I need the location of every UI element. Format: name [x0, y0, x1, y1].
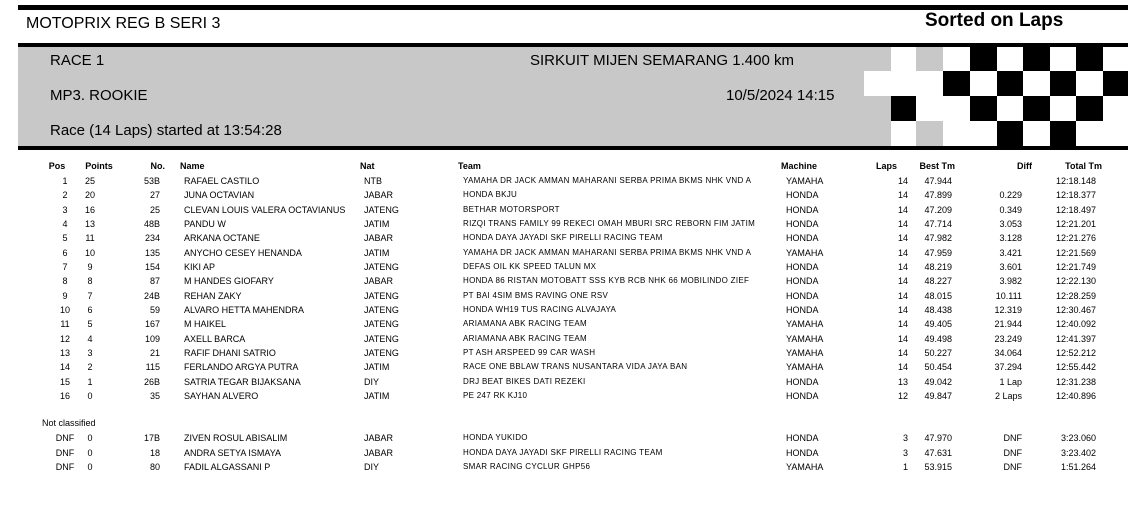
table-row — [0, 231, 1128, 245]
cell-total: 12:52.212 — [1055, 347, 1096, 358]
cell-best: 49.405 — [924, 319, 952, 330]
cell-no: 154 — [144, 261, 160, 272]
cell-nat: JABAR — [364, 447, 394, 458]
cell-laps: 14 — [897, 290, 908, 301]
cell-points: 11 — [85, 233, 95, 244]
cell-diff: 1 Lap — [999, 376, 1022, 387]
cell-points: 7 — [87, 290, 93, 301]
cell-no: 21 — [149, 347, 160, 358]
checkered-flag — [864, 47, 1128, 146]
cell-points: 16 — [84, 204, 95, 215]
cell-best: 49.042 — [924, 376, 952, 387]
cell-diff: 21.944 — [994, 319, 1022, 330]
cell-points: 5 — [87, 319, 93, 330]
cell-total: 12:40.092 — [1055, 319, 1096, 330]
cell-laps: 12 — [897, 390, 908, 401]
cell-pos: DNF — [55, 461, 75, 472]
cell-name: ZIVEN ROSUL ABISALIM — [184, 433, 288, 444]
cell-best: 47.899 — [924, 190, 952, 201]
cell-diff: DNF — [1003, 461, 1022, 472]
cell-no: 109 — [144, 333, 160, 344]
cell-laps: 3 — [902, 433, 908, 444]
cell-laps: 14 — [897, 347, 908, 358]
cell-laps: 1 — [902, 461, 908, 472]
cell-total: 12:28.259 — [1055, 290, 1096, 301]
cell-name: REHAN ZAKY — [184, 290, 242, 301]
cell-total: 12:18.497 — [1055, 204, 1096, 215]
not-classified-label: Not classified — [42, 418, 96, 429]
cell-name: SAYHAN ALVERO — [184, 390, 259, 401]
cell-total: 12:21.749 — [1055, 261, 1096, 272]
col-nat: Nat — [360, 161, 375, 171]
cell-nat: JATENG — [364, 290, 399, 301]
cell-name: RAFIF DHANI SATRIO — [184, 347, 276, 358]
cell-pos: 4 — [62, 218, 68, 229]
table-row — [0, 317, 1128, 331]
cell-laps: 3 — [902, 447, 908, 458]
cell-pos: 3 — [62, 204, 68, 215]
cell-best: 47.209 — [924, 204, 952, 215]
cell-laps: 14 — [897, 218, 908, 229]
cell-nat: NTB — [364, 176, 382, 186]
cell-team: RACE ONE BBLAW TRANS NUSANTARA VIDA JAYA BAN — [463, 362, 688, 372]
cell-pos: 1 — [62, 176, 68, 186]
cell-diff: 10.111 — [995, 290, 1022, 301]
cell-name: KIKI AP — [184, 261, 216, 272]
cell-points: 0 — [87, 447, 93, 458]
cell-machine: HONDA — [786, 447, 819, 458]
cell-best: 49.498 — [924, 333, 952, 344]
cell-machine: YAMAHA — [786, 176, 824, 186]
cell-no: 87 — [149, 276, 160, 287]
cell-laps: 14 — [897, 304, 908, 315]
cell-pos: 9 — [62, 290, 68, 301]
cell-nat: JATENG — [364, 319, 399, 330]
cell-total: 12:21.276 — [1055, 233, 1096, 244]
cell-points: 8 — [87, 276, 93, 287]
cell-name: FADIL ALGASSANI P — [184, 461, 271, 472]
cell-best: 47.944 — [924, 176, 952, 186]
cell-points: 0 — [87, 390, 93, 401]
cell-nat: JABAR — [364, 190, 394, 201]
cell-team: HONDA DAYA JAYADI SKF PIRELLI RACING TEAM — [463, 447, 663, 457]
cell-points: 1 — [87, 376, 93, 387]
cell-team: HONDA 86 RISTAN MOTOBATT SSS KYB RCB NHK 66 MOBILINDO ZIEF — [463, 276, 750, 286]
table-row — [0, 246, 1128, 260]
table-row — [0, 260, 1128, 274]
cell-no: 135 — [144, 247, 160, 258]
cell-nat: DIY — [364, 461, 380, 472]
cell-total: 12:41.397 — [1055, 333, 1096, 344]
cell-pos: 16 — [59, 390, 70, 401]
cell-laps: 14 — [897, 247, 908, 258]
cell-no: 17B — [143, 433, 160, 444]
cell-pos: DNF — [55, 433, 75, 444]
cell-total: 1:51.264 — [1060, 461, 1096, 472]
cell-name: M HANDES GIOFARY — [184, 276, 274, 287]
cell-best: 48.438 — [924, 304, 952, 315]
cell-nat: JATIM — [364, 390, 390, 401]
cell-no: 27 — [149, 190, 160, 201]
cell-machine: HONDA — [786, 376, 819, 387]
table-row — [0, 332, 1128, 346]
cell-team: PT BAI 4SIM BMS RAVING ONE RSV — [463, 290, 609, 300]
cell-laps: 14 — [897, 276, 908, 287]
table-row — [0, 460, 1128, 474]
cell-best: 47.970 — [924, 433, 952, 444]
cell-diff: 23.249 — [994, 333, 1022, 344]
cell-no: 48B — [143, 218, 160, 229]
cell-diff: 3.128 — [999, 233, 1022, 244]
cell-machine: YAMAHA — [786, 247, 824, 258]
cell-name: M HAIKEL — [184, 319, 227, 330]
cell-team: YAMAHA DR JACK AMMAN MAHARANI SERBA PRIMA BKMS NHK VND A — [463, 247, 752, 257]
cell-pos: 11 — [60, 319, 70, 330]
cell-no: 35 — [149, 390, 160, 401]
cell-nat: JABAR — [364, 276, 394, 287]
cell-name: JUNA OCTAVIAN — [184, 190, 255, 201]
cell-best: 50.227 — [924, 347, 952, 358]
cell-best: 47.982 — [924, 233, 952, 244]
cell-diff: 3.982 — [999, 276, 1022, 287]
cell-machine: HONDA — [786, 433, 819, 444]
col-diff: Diff — [1017, 161, 1032, 171]
cell-nat: JABAR — [364, 233, 394, 244]
cell-team: ARIAMANA ABK RACING TEAM — [463, 333, 587, 343]
cell-no: 53B — [143, 176, 160, 186]
cell-no: 26B — [143, 376, 160, 387]
cell-points: 9 — [87, 261, 93, 272]
table-row — [0, 203, 1128, 217]
cell-points: 25 — [84, 176, 95, 186]
cell-machine: HONDA — [786, 390, 819, 401]
cell-machine: HONDA — [786, 218, 819, 229]
col-pos: Pos — [48, 161, 66, 171]
cell-no: 24B — [143, 290, 160, 301]
table-row — [0, 375, 1128, 389]
cell-nat: JATENG — [364, 204, 399, 215]
table-row — [0, 431, 1128, 445]
cell-no: 167 — [144, 319, 160, 330]
table-row — [0, 217, 1128, 231]
col-name: Name — [180, 161, 205, 171]
cell-best: 47.959 — [924, 247, 952, 258]
cell-diff: 3.421 — [999, 247, 1022, 258]
table-row — [0, 446, 1128, 460]
cell-points: 13 — [84, 218, 95, 229]
cell-name: FERLANDO ARGYA PUTRA — [184, 362, 299, 373]
cell-pos: 7 — [62, 261, 68, 272]
col-points: Points — [85, 161, 113, 171]
col-laps: Laps — [875, 161, 897, 171]
cell-best: 50.454 — [924, 362, 952, 373]
cell-team: YAMAHA DR JACK AMMAN MAHARANI SERBA PRIMA BKMS NHK VND A — [463, 176, 752, 185]
cell-total: 12:18.148 — [1055, 176, 1096, 186]
cell-name: ANDRA SETYA ISMAYA — [184, 447, 282, 458]
cell-machine: YAMAHA — [786, 333, 824, 344]
cell-laps: 14 — [897, 261, 908, 272]
cell-name: PANDU W — [184, 218, 226, 229]
cell-diff: 12.319 — [994, 304, 1022, 315]
cell-total: 12:40.896 — [1055, 390, 1096, 401]
cell-name: ARKANA OCTANE — [184, 233, 260, 244]
cell-name: SATRIA TEGAR BIJAKSANA — [184, 376, 301, 387]
cell-team: HONDA YUKIDO — [463, 433, 528, 443]
cell-total: 12:55.442 — [1055, 362, 1096, 373]
cell-laps: 14 — [897, 204, 908, 215]
cell-total: 12:21.201 — [1055, 218, 1096, 229]
race-number: RACE 1 — [50, 52, 105, 69]
cell-team: HONDA WH19 TUS RACING ALVAJAYA — [463, 304, 617, 314]
cell-name: ANYCHO CESEY HENANDA — [184, 247, 302, 258]
table-row — [0, 389, 1128, 403]
cell-diff: 2 Laps — [994, 390, 1022, 401]
cell-diff: DNF — [1003, 447, 1022, 458]
cell-pos: DNF — [55, 447, 75, 458]
cell-no: 234 — [144, 233, 160, 244]
cell-name: CLEVAN LOUIS VALERA OCTAVIANUS — [184, 204, 346, 215]
cell-machine: HONDA — [786, 276, 819, 287]
cell-nat: JATIM — [364, 247, 390, 258]
cell-machine: YAMAHA — [786, 362, 824, 373]
cell-diff: 0.229 — [999, 190, 1022, 201]
cell-name: RAFAEL CASTILO — [184, 176, 260, 186]
cell-nat: JATIM — [364, 218, 390, 229]
cell-best: 47.631 — [924, 447, 952, 458]
cell-machine: HONDA — [786, 233, 819, 244]
cell-machine: YAMAHA — [786, 347, 824, 358]
cell-no: 18 — [149, 447, 160, 458]
cell-machine: YAMAHA — [786, 319, 824, 330]
cell-nat: JABAR — [364, 433, 394, 444]
col-total: Total Tm — [1065, 161, 1102, 171]
cell-name: ALVARO HETTA MAHENDRA — [184, 304, 305, 315]
race-class: MP3. ROOKIE — [50, 87, 148, 104]
cell-nat: JATENG — [364, 261, 399, 272]
table-row — [0, 188, 1128, 202]
cell-nat: JATENG — [364, 304, 399, 315]
cell-best: 48.219 — [924, 261, 952, 272]
cell-laps: 14 — [897, 362, 908, 373]
cell-team: PT ASH ARSPEED 99 CAR WASH — [463, 347, 596, 357]
cell-name: AXELL BARCA — [184, 333, 246, 344]
cell-nat: JATENG — [364, 347, 399, 358]
cell-points: 20 — [84, 190, 95, 201]
cell-machine: HONDA — [786, 304, 819, 315]
circuit-name: SIRKUIT MIJEN SEMARANG 1.400 km — [530, 52, 794, 69]
cell-nat: DIY — [364, 376, 380, 387]
cell-no: 25 — [149, 204, 160, 215]
cell-points: 6 — [87, 304, 93, 315]
sort-label: Sorted on Laps — [925, 10, 1064, 31]
panel-bottom-rule — [18, 146, 1128, 150]
col-no: No. — [150, 161, 165, 171]
cell-machine: HONDA — [786, 261, 819, 272]
cell-points: 2 — [87, 362, 93, 373]
cell-team: PE 247 RK KJ10 — [463, 390, 528, 400]
cell-pos: 6 — [62, 247, 68, 258]
cell-pos: 14 — [59, 362, 70, 373]
cell-nat: JATENG — [364, 333, 399, 344]
cell-machine: YAMAHA — [786, 461, 824, 472]
table-row — [0, 360, 1128, 374]
cell-laps: 14 — [897, 233, 908, 244]
cell-total: 3:23.060 — [1060, 433, 1096, 444]
cell-best: 47.714 — [924, 218, 952, 229]
race-start-info: Race (14 Laps) started at 13:54:28 — [50, 122, 282, 139]
cell-diff: DNF — [1003, 433, 1022, 444]
table-row — [0, 274, 1128, 288]
cell-laps: 14 — [897, 333, 908, 344]
cell-points: 0 — [87, 461, 93, 472]
cell-diff: 0.349 — [999, 204, 1022, 215]
cell-team: BETHAR MOTORSPORT — [463, 204, 560, 214]
cell-team: SMAR RACING CYCLUR GHP56 — [463, 461, 591, 471]
cell-team: ARIAMANA ABK RACING TEAM — [463, 319, 587, 329]
cell-machine: HONDA — [786, 204, 819, 215]
cell-points: 4 — [87, 333, 93, 344]
cell-team: HONDA BKJU — [463, 190, 518, 200]
cell-pos: 8 — [62, 276, 68, 287]
cell-best: 49.847 — [924, 390, 952, 401]
cell-machine: HONDA — [786, 290, 819, 301]
cell-diff: 37.294 — [994, 362, 1022, 373]
cell-nat: JATIM — [364, 362, 390, 373]
cell-laps: 14 — [897, 319, 908, 330]
cell-team: DEFAS OIL KK SPEED TALUN MX — [463, 261, 597, 271]
cell-machine: HONDA — [786, 190, 819, 201]
table-row — [0, 289, 1128, 303]
col-best: Best Tm — [919, 161, 955, 171]
cell-points: 0 — [87, 433, 93, 444]
cell-best: 48.227 — [924, 276, 952, 287]
cell-total: 12:30.467 — [1055, 304, 1096, 315]
table-header — [0, 160, 1128, 172]
cell-total: 3:23.402 — [1060, 447, 1096, 458]
table-row — [0, 303, 1128, 317]
not-classified-rows — [0, 431, 1128, 474]
cell-pos: 13 — [59, 347, 70, 358]
cell-team: RIZQI TRANS FAMILY 99 REKECI OMAH MBURI SRC REBORN FIM JATIM — [463, 218, 756, 228]
cell-diff: 34.064 — [994, 347, 1022, 358]
cell-pos: 2 — [62, 190, 68, 201]
cell-pos: 5 — [62, 233, 68, 244]
cell-total: 12:21.569 — [1055, 247, 1096, 258]
cell-pos: 15 — [59, 376, 70, 387]
cell-total: 12:31.238 — [1055, 376, 1096, 387]
cell-laps: 14 — [897, 176, 908, 186]
race-info-panel — [18, 47, 864, 146]
cell-total: 12:22.130 — [1055, 276, 1096, 287]
table-row — [0, 346, 1128, 360]
cell-points: 3 — [87, 347, 93, 358]
cell-team: DRJ BEAT BIKES DATI REZEKI — [463, 376, 586, 386]
cell-pos: 12 — [59, 333, 70, 344]
cell-diff: 3.053 — [999, 218, 1022, 229]
cell-no: 115 — [145, 362, 160, 373]
col-team: Team — [458, 161, 481, 171]
event-title: MOTOPRIX REG B SERI 3 — [26, 15, 221, 32]
classified-rows — [0, 174, 1128, 403]
results-table — [0, 160, 1128, 474]
col-machine: Machine — [781, 161, 818, 171]
cell-laps: 14 — [897, 190, 908, 201]
cell-best: 48.015 — [924, 290, 952, 301]
cell-diff: 3.601 — [999, 261, 1022, 272]
cell-pos: 10 — [59, 304, 70, 315]
cell-best: 53.915 — [924, 461, 952, 472]
cell-laps: 13 — [897, 376, 908, 387]
cell-no: 59 — [149, 304, 160, 315]
cell-points: 10 — [84, 247, 95, 258]
cell-no: 80 — [149, 461, 160, 472]
race-datetime: 10/5/2024 14:15 — [726, 87, 835, 104]
cell-team: HONDA DAYA JAYADI SKF PIRELLI RACING TEAM — [463, 233, 663, 243]
cell-total: 12:18.377 — [1055, 190, 1096, 201]
table-row — [0, 174, 1128, 188]
